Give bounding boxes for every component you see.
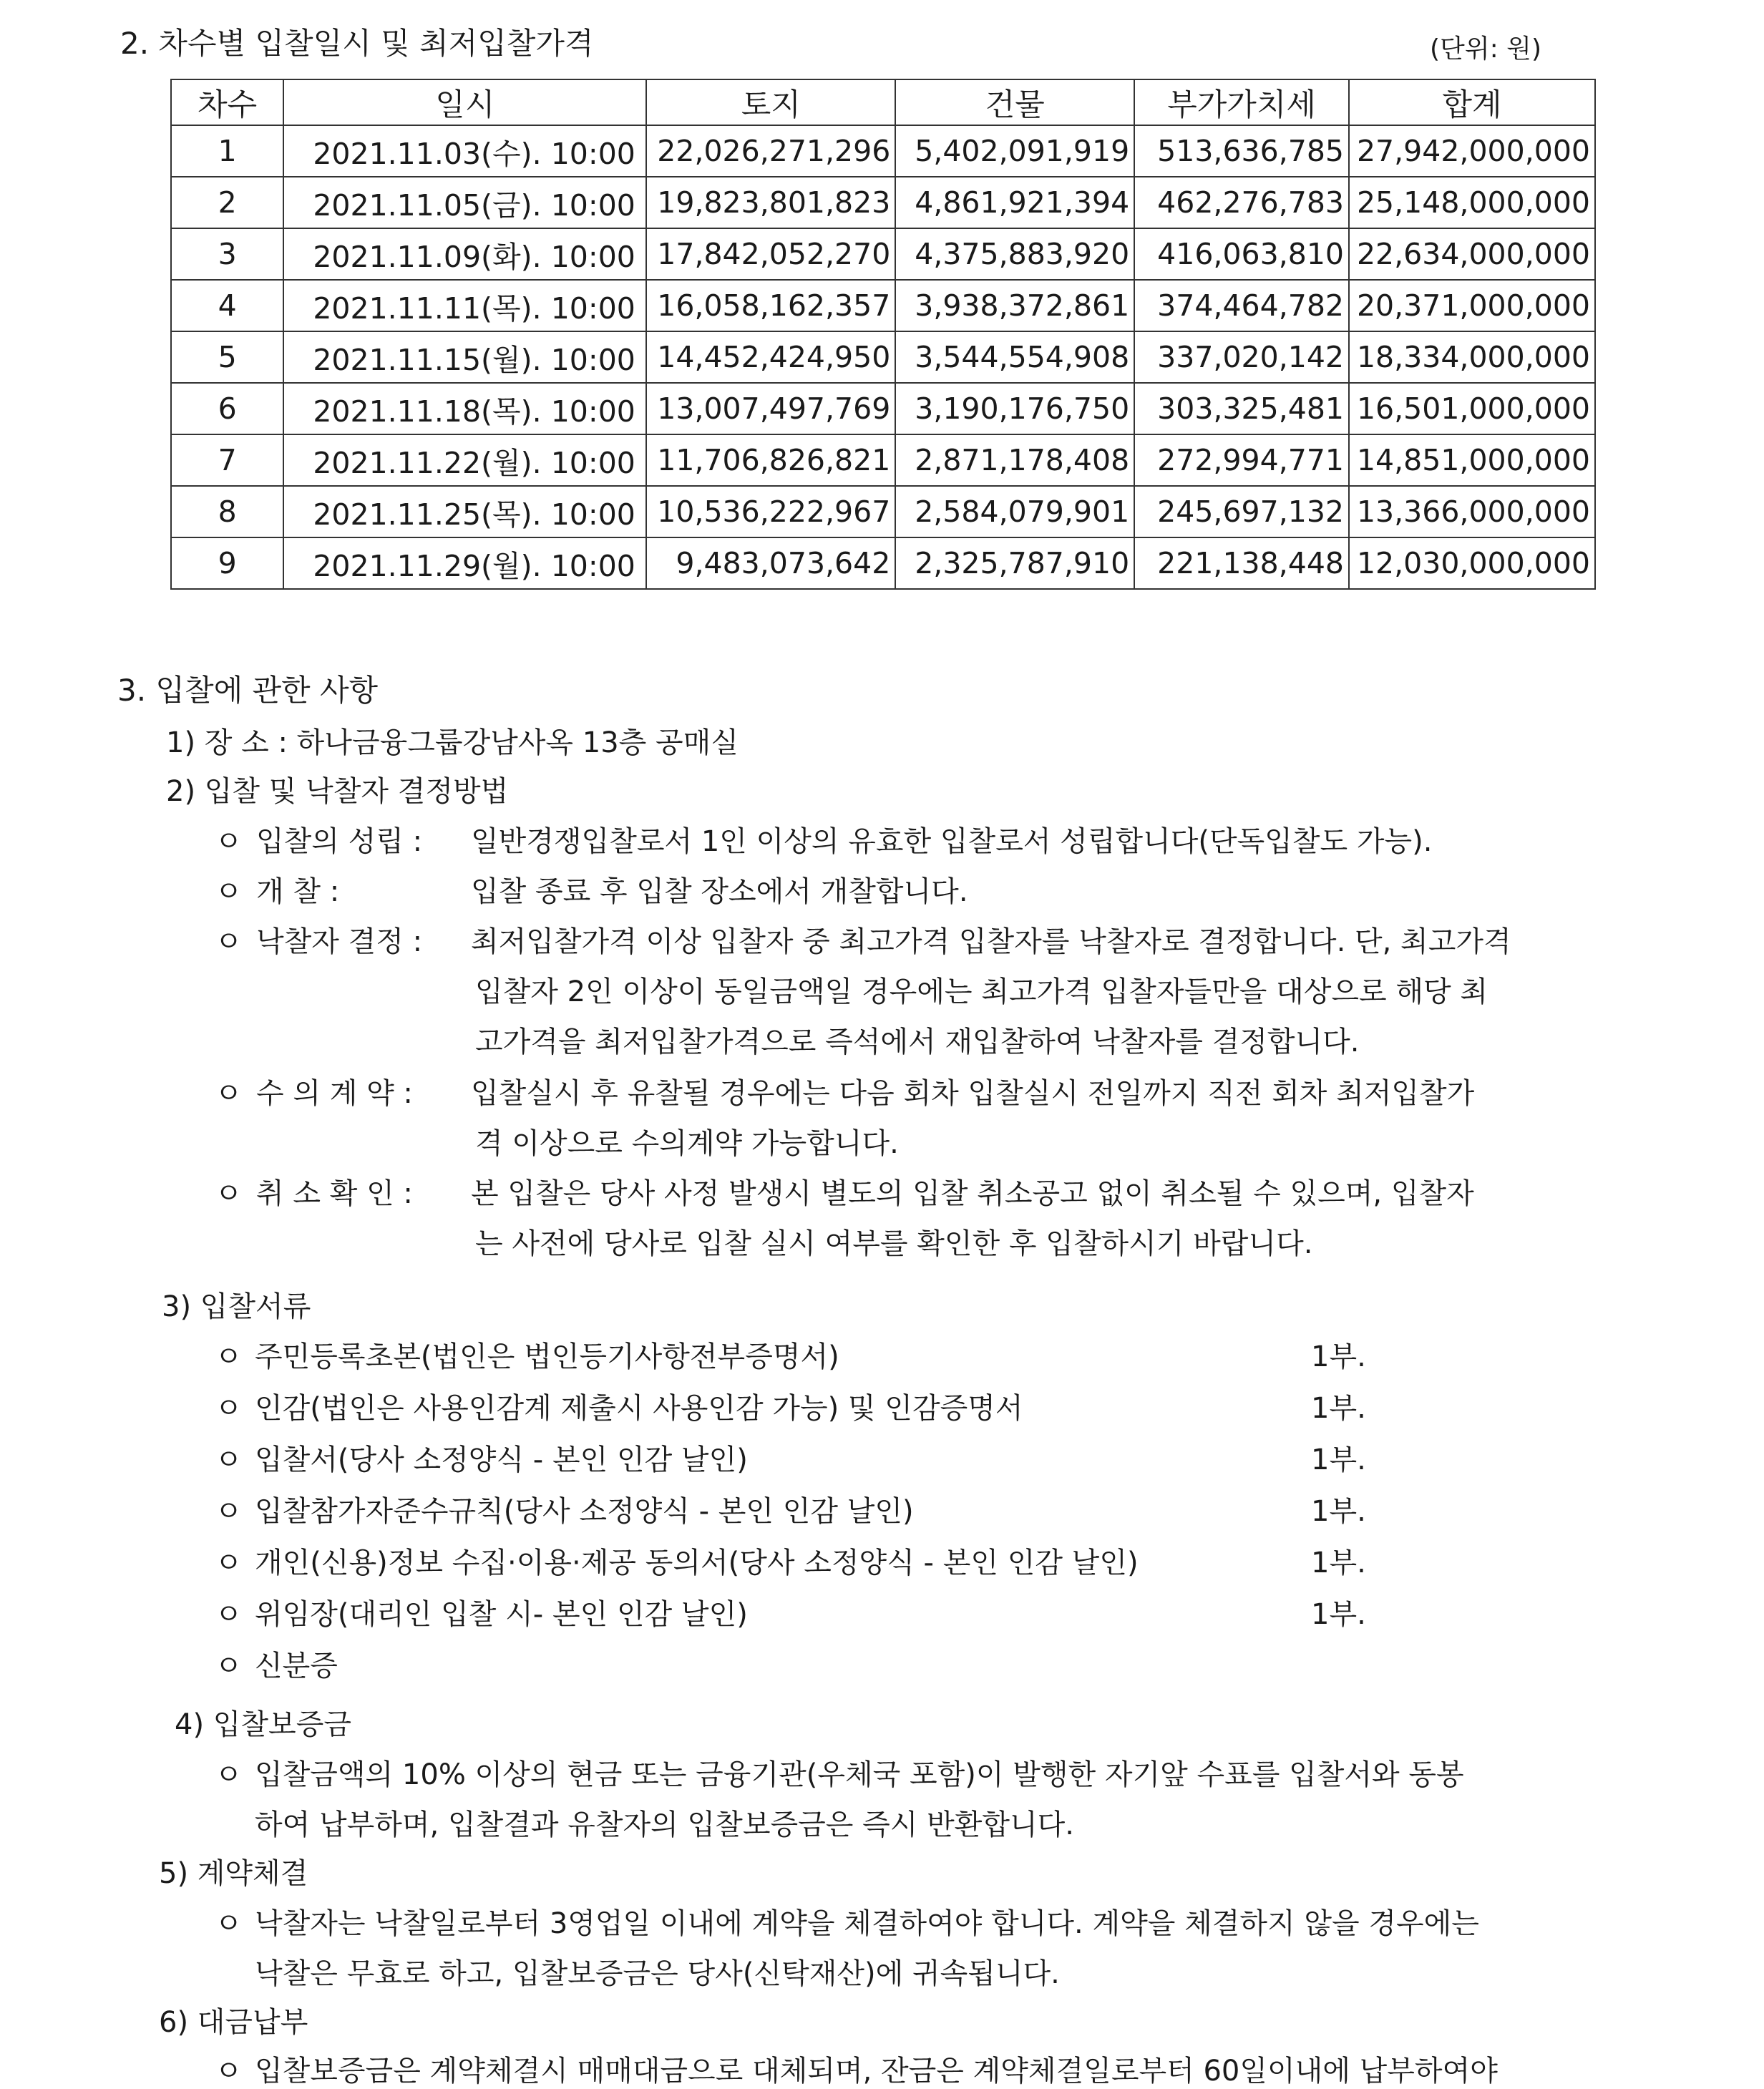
cell-land: 17,842,052,270 [646,228,895,280]
cell-datetime: 2021.11.18(목). 10:00 [283,383,646,434]
bullet-mark: ㅇ [215,1443,243,1476]
method-text-line: 입찰자 2인 이상이 동일금액일 경우에는 최고가격 입찰자들만을 대상으로 해당 최 [475,975,1488,1008]
cell-building: 5,402,091,919 [895,125,1134,177]
cell-round: 4 [171,280,283,331]
doc-item-qty: 1부. [1311,1443,1366,1476]
cell-vat: 272,994,771 [1134,434,1349,486]
doc-item-name: 위임장(대리인 입찰 시- 본인 인감 날인) [255,1598,748,1631]
bullet-mark: ㅇ [215,1650,243,1683]
cell-vat: 374,464,782 [1134,280,1349,331]
cell-vat: 337,020,142 [1134,331,1349,383]
table-header-row [171,79,1595,125]
cell-vat: 416,063,810 [1134,228,1349,280]
table-row [171,125,1595,177]
cell-building: 4,375,883,920 [895,228,1134,280]
header-land: 토지 [646,79,895,125]
method-text-line: 고가격을 최저입찰가격으로 즉석에서 재입찰하여 낙찰자를 결정합니다. [475,1026,1360,1058]
table-row [171,486,1595,537]
method-text-line: 일반경쟁입찰로서 1인 이상의 유효한 입찰로서 성립합니다(단독입찰도 가능). [471,825,1433,858]
header-building: 건물 [895,79,1134,125]
method-text-line: 본 입찰은 당사 사정 발생시 별도의 입찰 취소공고 없이 취소될 수 있으며, 입찰자 [471,1177,1474,1210]
cell-total: 25,148,000,000 [1349,177,1595,228]
cell-total: 13,366,000,000 [1349,486,1595,537]
cell-datetime: 2021.11.22(월). 10:00 [283,434,646,486]
deposit-title: 4) 입찰보증금 [175,1708,351,1741]
method-text-line: 는 사전에 당사로 입찰 실시 여부를 확인한 후 입찰하시기 바랍니다. [475,1227,1313,1260]
cell-land: 9,483,073,642 [646,537,895,589]
cell-building: 3,544,554,908 [895,331,1134,383]
docs-title: 3) 입찰서류 [162,1290,311,1323]
cell-datetime: 2021.11.05(금). 10:00 [283,177,646,228]
payment-title: 6) 대금납부 [159,2006,308,2039]
doc-item-name: 인감(법인은 사용인감계 제출시 사용인감 가능) 및 인감증명서 [255,1392,1023,1425]
cell-vat: 245,697,132 [1134,486,1349,537]
doc-item-name: 입찰참가자준수규칙(당사 소정양식 - 본인 인감 날인) [255,1495,914,1528]
cell-building: 2,325,787,910 [895,537,1134,589]
header-vat: 부가가치세 [1134,79,1349,125]
table-row [171,177,1595,228]
cell-round: 7 [171,434,283,486]
cell-building: 2,871,178,408 [895,434,1134,486]
bullet-mark: ㅇ [215,925,243,958]
method-label: 개 찰 : [256,875,340,908]
doc-item-qty: 1부. [1311,1340,1366,1373]
cell-land: 11,706,826,821 [646,434,895,486]
cell-total: 12,030,000,000 [1349,537,1595,589]
bullet-mark: ㅇ [215,1495,243,1528]
header-datetime: 일시 [283,79,646,125]
contract-lines: 낙찰은 무효로 하고, 입찰보증금은 당사(신탁재산)에 귀속됩니다. [255,1957,1060,1990]
bullet-mark: ㅇ [215,1598,243,1631]
doc-item-name: 주민등록초본(법인은 법인등기사항전부증명서) [255,1340,839,1373]
cell-total: 27,942,000,000 [1349,125,1595,177]
bullet-mark: ㅇ [215,1547,243,1579]
bullet-mark: ㅇ [215,2055,243,2088]
method-label: 취 소 확 인 : [256,1177,413,1210]
method-label: 낙찰자 결정 : [256,925,423,958]
table-row [171,537,1595,589]
cell-round: 3 [171,228,283,280]
cell-total: 14,851,000,000 [1349,434,1595,486]
method-text-line: 최저입찰가격 이상 입찰자 중 최고가격 입찰자를 낙찰자로 결정합니다. 단, 최고가격 [471,925,1511,958]
bullet-mark: ㅇ [215,825,243,858]
section3-title: 3. 입찰에 관한 사항 [117,673,379,708]
cell-vat: 221,138,448 [1134,537,1349,589]
cell-building: 2,584,079,901 [895,486,1134,537]
bullet-mark: ㅇ [215,1340,243,1373]
cell-land: 16,058,162,357 [646,280,895,331]
cell-datetime: 2021.11.11(목). 10:00 [283,280,646,331]
table-row [171,383,1595,434]
cell-datetime: 2021.11.15(월). 10:00 [283,331,646,383]
cell-total: 18,334,000,000 [1349,331,1595,383]
cell-vat: 303,325,481 [1134,383,1349,434]
doc-item-qty: 1부. [1311,1495,1366,1528]
cell-datetime: 2021.11.25(목). 10:00 [283,486,646,537]
doc-item-qty: 1부. [1311,1547,1366,1579]
cell-land: 13,007,497,769 [646,383,895,434]
deposit-lines: 입찰금액의 10% 이상의 현금 또는 금융기관(우체국 포함)이 발행한 자기앞 수표를 입찰서와 동봉 [255,1758,1464,1791]
method-text-line: 입찰실시 후 유찰될 경우에는 다음 회차 입찰실시 전일까지 직전 회차 최저입찰가 [471,1077,1475,1110]
cell-datetime: 2021.11.03(수). 10:00 [283,125,646,177]
payment-lines: 입찰보증금은 계약체결시 매매대금으로 대체되며, 잔금은 계약체결일로부터 60일이내에 납부하여야 [255,2055,1498,2088]
bullet-mark: ㅇ [215,1392,243,1425]
method-label: 입찰의 성립 : [256,825,423,858]
cell-round: 8 [171,486,283,537]
section2-title: 2. 차수별 입찰일시 및 최저입찰가격 [120,26,594,61]
unit-label: (단위: 원) [1430,34,1541,64]
bid-schedule-table [170,79,1596,590]
cell-building: 3,938,372,861 [895,280,1134,331]
cell-round: 1 [171,125,283,177]
cell-vat: 462,276,783 [1134,177,1349,228]
contract-title: 5) 계약체결 [159,1857,308,1890]
bullet-mark: ㅇ [215,1907,243,1940]
cell-building: 4,861,921,394 [895,177,1134,228]
cell-vat: 513,636,785 [1134,125,1349,177]
cell-total: 20,371,000,000 [1349,280,1595,331]
cell-land: 19,823,801,823 [646,177,895,228]
place-line: 1) 장 소 : 하나금융그룹강남사옥 13층 공매실 [166,726,739,759]
deposit-lines: 하여 납부하며, 입찰결과 유찰자의 입찰보증금은 즉시 반환합니다. [255,1808,1074,1841]
cell-datetime: 2021.11.09(화). 10:00 [283,228,646,280]
cell-datetime: 2021.11.29(월). 10:00 [283,537,646,589]
cell-round: 6 [171,383,283,434]
doc-item-qty: 1부. [1311,1598,1366,1631]
method-label: 수 의 계 약 : [256,1077,413,1110]
cell-total: 16,501,000,000 [1349,383,1595,434]
cell-land: 14,452,424,950 [646,331,895,383]
cell-round: 9 [171,537,283,589]
doc-item-name: 개인(신용)정보 수집·이용·제공 동의서(당사 소정양식 - 본인 인감 날인) [255,1547,1139,1579]
bullet-mark: ㅇ [215,1077,243,1110]
doc-item-name: 신분증 [255,1650,338,1683]
table-row [171,434,1595,486]
method-text-line: 격 이상으로 수의계약 가능합니다. [475,1127,899,1160]
bullet-mark: ㅇ [215,1758,243,1791]
table-row [171,228,1595,280]
contract-lines: 낙찰자는 낙찰일로부터 3영업일 이내에 계약을 체결하여야 합니다. 계약을 체결하지 않을 경우에는 [255,1907,1479,1940]
bullet-mark: ㅇ [215,875,243,908]
doc-item-qty: 1부. [1311,1392,1366,1425]
header-round: 차수 [171,79,283,125]
header-total: 합계 [1349,79,1595,125]
cell-land: 10,536,222,967 [646,486,895,537]
cell-building: 3,190,176,750 [895,383,1134,434]
table-row [171,280,1595,331]
doc-item-name: 입찰서(당사 소정양식 - 본인 인감 날인) [255,1443,748,1476]
cell-total: 22,634,000,000 [1349,228,1595,280]
method-text-line: 입찰 종료 후 입찰 장소에서 개찰합니다. [471,875,968,908]
bullet-mark: ㅇ [215,1177,243,1210]
cell-round: 5 [171,331,283,383]
cell-land: 22,026,271,296 [646,125,895,177]
table-row [171,331,1595,383]
cell-round: 2 [171,177,283,228]
method-title: 2) 입찰 및 낙찰자 결정방법 [166,775,509,808]
